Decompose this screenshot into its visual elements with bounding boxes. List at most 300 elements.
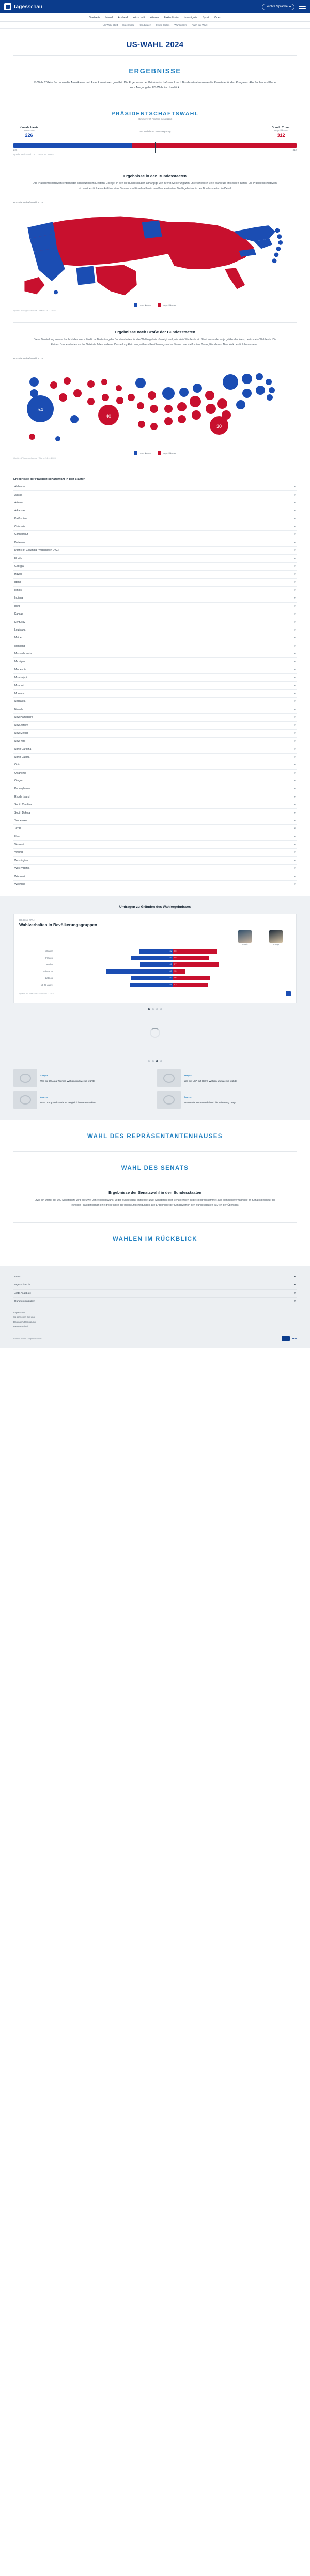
senate-states-title: Ergebnisse der Senatswahl in den Bundesstaaten [109, 1190, 202, 1195]
bubble-map-chart-label: Präsidentschaftswahl 2024 [13, 358, 43, 360]
state-accordion-row[interactable] [13, 777, 297, 785]
footer-meta-link[interactable]: So erreichen Sie uns [13, 1316, 35, 1319]
legend-swatch-democrats [134, 303, 137, 307]
sub-navigation [0, 22, 310, 29]
poll-value-harris: 52 [169, 976, 172, 979]
state-accordion-row[interactable] [13, 714, 297, 722]
footer-meta-link[interactable]: Barrierefreiheit [13, 1325, 28, 1328]
footer-link-label: Rundfunkanstalten [14, 1300, 36, 1304]
state-accordion-row[interactable] [13, 563, 297, 571]
subnav-item-swing-states[interactable]: Swing States [156, 24, 170, 26]
state-accordion-row[interactable] [13, 698, 297, 706]
state-accordion-row[interactable] [13, 761, 297, 769]
carousel-dots[interactable] [0, 1003, 310, 1010]
poll-kicker: US-Wahl 2024 [19, 919, 35, 922]
poll-value-trump: 46 [174, 976, 177, 979]
state-name: District of Columbia (Washington D.C.) [14, 549, 59, 553]
state-accordion-row[interactable] [13, 770, 297, 777]
candidate-party: Republikaner [274, 129, 288, 132]
chevron-down-icon: ▾ [294, 636, 296, 640]
footer-link-row[interactable] [13, 1273, 297, 1281]
state-name: Arkansas [14, 509, 25, 513]
legend-swatch-republicans [158, 451, 161, 455]
footer-link-row[interactable] [13, 1281, 297, 1290]
poll-section-title: Umfragen zu Gründen des Wahlergebnisses [119, 905, 191, 909]
chevron-down-icon: ▾ [294, 493, 296, 497]
chevron-down-icon: ▾ [294, 811, 296, 815]
poll-rows [19, 948, 291, 988]
chevron-down-icon: ▾ [294, 747, 296, 751]
state-name: Idaho [14, 580, 21, 584]
chevron-down-icon: ▾ [294, 557, 296, 560]
legend-item-republicans: Republikaner [158, 303, 176, 307]
teaser-title: Warum der USA Wandel und die Stimmung prägt [184, 1101, 236, 1105]
chevron-down-icon: ▾ [294, 485, 296, 489]
chevron-down-icon: ▾ [294, 612, 296, 616]
state-accordion-row[interactable] [13, 587, 297, 594]
legend-item-democrats: Demokraten [134, 303, 151, 307]
state-accordion-row[interactable] [13, 754, 297, 761]
state-accordion-row[interactable] [13, 571, 297, 578]
presidential-subtitle: Stimmen: 97 Prozent ausgezählt [137, 118, 173, 120]
chevron-down-icon: ▾ [294, 589, 296, 592]
bubble-map-text: Diese Darstellung veranschaulicht die unterschiedliche Bedeutung der Bundesstaaten für das Wahlergebnis: Gezeigt wird, wie viele Wahlleute ein Staat entsendet — je größer der Kreis, desto mehr Wahlleute. Die kleinen Bundesstaaten an der Ostküste fallen in dieser Darstellung klein aus, während bevölkerungsreiche Staaten wie Kalifornien, Texas, Florida und New York deutlich hervortreten. [34, 338, 276, 346]
chevron-down-icon: ▾ [294, 628, 296, 632]
chevron-down-icon: ▾ [294, 676, 296, 680]
chevron-down-icon: ▾ [294, 771, 296, 775]
subnav-item-nach-der-wahl[interactable]: Nach der Wahl [192, 24, 208, 26]
poll-value-trump: 15 [174, 970, 177, 973]
state-map-title: Ergebnisse in den Bundesstaaten [123, 174, 187, 178]
teaser-thumbnail [157, 1091, 181, 1109]
top-bar [0, 0, 310, 13]
chevron-down-icon: ▾ [294, 731, 296, 735]
poll-bar-trump [173, 969, 185, 974]
state-name: Louisiana [14, 628, 26, 632]
loading-area [0, 1010, 310, 1055]
teaser-title: Wie die USA auf Trumps Wahlen und wie sie wählte [40, 1080, 95, 1083]
state-name: Oregon [14, 779, 23, 783]
chevron-down-icon: ▾ [294, 827, 296, 831]
threshold-text: 270 Wahlleute zum Sieg nötig [139, 130, 171, 133]
nav-item-video[interactable]: Video [214, 16, 221, 19]
state-name: Arizona [14, 501, 23, 504]
poll-source: Quelle: AP VoteCast / Stand: 08.11.2024 [19, 993, 55, 995]
candidate-trump[interactable] [266, 125, 297, 138]
state-name: Florida [14, 557, 23, 560]
states-accordion [13, 483, 297, 888]
chevron-down-icon: ▾ [294, 652, 296, 656]
us-choropleth-map[interactable] [13, 205, 297, 301]
subnav-item-us-wahl[interactable]: US-Wahl 2024 [102, 24, 118, 26]
poll-row [19, 982, 291, 988]
us-bubble-map[interactable] [13, 361, 297, 449]
teaser-kicker: Analyse [40, 1075, 48, 1077]
poll-row [19, 968, 291, 975]
chevron-down-icon: ▾ [294, 708, 296, 711]
chevron-down-icon: ▾ [294, 684, 296, 687]
state-accordion-row[interactable] [13, 801, 297, 809]
state-name: Illinois [14, 589, 22, 592]
bubble-map-source: Quelle: AP/tagesschau.de / Stand: 14.11.2024 [13, 457, 56, 459]
state-accordion-row[interactable] [13, 594, 297, 602]
state-map-source: Quelle: AP/tagesschau.de / Stand: 14.11.2024 [13, 309, 56, 312]
state-accordion-row[interactable] [13, 849, 297, 856]
state-accordion-row[interactable] [13, 523, 297, 531]
poll-head-label: Harris [242, 943, 248, 946]
teaser-grid [0, 1062, 310, 1118]
teaser-card[interactable] [157, 1069, 297, 1087]
senate-states-text: Etwa ein Drittel der 100 Senatssitze wird alle zwei Jahre neu gewählt. Jeder Bundesstaat entsendet zwei Senatoren oder Senatorinnen in die Kongresskammer. Die Mehrheitsverhältnisse im Senat spielen für die jeweilige Präsidentschaft eine große Rolle bei vielen Entscheidungen. Die Ergebnisse der Senatswahl in den Bundesstaaten 2024 in der Übersicht. [34, 1199, 276, 1207]
chevron-down-icon: ▾ [294, 779, 296, 783]
chevron-down-icon: ▾ [294, 1284, 296, 1287]
chevron-down-icon: ▾ [294, 867, 296, 870]
poll-bar-trump [173, 976, 210, 980]
state-name: Texas [14, 827, 22, 831]
poll-bar-harris [140, 962, 173, 967]
state-name: Georgia [14, 564, 24, 568]
state-name: Indiana [14, 596, 23, 600]
state-name: Michigan [14, 660, 25, 664]
legend-swatch-republicans [158, 303, 161, 307]
poll-value-trump: 55 [174, 949, 177, 953]
state-name: Maine [14, 636, 22, 640]
poll-bar-harris [131, 976, 173, 980]
poll-candidate-heads [19, 930, 291, 946]
chevron-down-icon: ▾ [294, 716, 296, 719]
state-name: Maryland [14, 644, 25, 648]
state-accordion-row[interactable] [13, 674, 297, 682]
states-accordion-section [0, 470, 310, 896]
nav-item-faktenfinder[interactable]: Faktenfinder [164, 16, 179, 19]
state-accordion-row[interactable] [13, 865, 297, 872]
state-name: Colorado [14, 525, 25, 529]
carousel-dots-secondary[interactable] [0, 1055, 310, 1062]
chevron-down-icon: ▾ [294, 843, 296, 847]
state-accordion-row[interactable] [13, 634, 297, 642]
chevron-down-icon: ▾ [294, 501, 296, 504]
loading-spinner-icon [150, 1028, 160, 1038]
chevron-down-icon: ▾ [294, 573, 296, 576]
state-name: Ohio [14, 763, 20, 767]
state-name: Alaska [14, 493, 23, 497]
state-name: Kansas [14, 612, 23, 616]
poll-head-trump [269, 930, 283, 946]
state-name: North Carolina [14, 747, 32, 751]
state-accordion-row[interactable] [13, 857, 297, 865]
retrospective-section [0, 1223, 310, 1266]
nav-item-startseite[interactable]: Startseite [89, 16, 101, 19]
presidential-source: Quelle: AP / Stand: 14.11.2024, 10:30 Uhr [13, 153, 54, 156]
chevron-down-icon: ▾ [294, 1276, 296, 1279]
nav-item-wirtschaft[interactable]: Wirtschaft [133, 16, 145, 19]
teaser-card[interactable] [13, 1069, 153, 1087]
states-accordion-title: Ergebnisse der Präsidentschaftswahl in den Staaten [13, 478, 86, 481]
state-name: Vermont [14, 843, 24, 847]
results-heading: ERGEBNISSE [129, 67, 181, 75]
nav-item-ausland[interactable]: Ausland [118, 16, 128, 19]
footer-link-row[interactable] [13, 1298, 297, 1306]
chevron-down-icon: ▾ [294, 660, 296, 664]
teaser-thumbnail [13, 1091, 37, 1109]
candidate-party: Demokraten [23, 129, 35, 132]
language-toggle[interactable]: Leichte Sprache ▾ [262, 4, 295, 10]
poll-row-label: Weiße [46, 963, 53, 967]
state-name: Pennsylvania [14, 787, 30, 791]
chevron-down-icon: ▾ [294, 835, 296, 838]
nav-item-wissen[interactable]: Wissen [150, 16, 159, 19]
chevron-down-icon: ▾ [294, 1300, 296, 1304]
state-accordion-row[interactable] [13, 515, 297, 523]
state-accordion-row[interactable] [13, 618, 297, 626]
chevron-down-icon: ▾ [294, 787, 296, 791]
poll-bar-harris [131, 956, 173, 960]
poll-value-harris: 54 [169, 983, 172, 986]
footer-link-label: tagesschau.de [14, 1284, 31, 1287]
subnav-item-ergebnisse[interactable]: Ergebnisse [122, 24, 135, 26]
poll-section [0, 896, 310, 1120]
candidate-electoral-votes: 226 [25, 133, 33, 138]
chevron-down-icon: ▾ [294, 740, 296, 743]
candidate-electoral-votes: 312 [277, 133, 285, 138]
chevron-down-icon: ▾ [294, 851, 296, 854]
menu-icon[interactable] [299, 5, 306, 9]
state-name: Washington [14, 858, 28, 862]
svg-text:30: 30 [216, 424, 222, 429]
state-accordion-row[interactable] [13, 658, 297, 666]
tagesschau-logo-icon [4, 3, 11, 10]
poll-bar-trump [173, 956, 209, 960]
poll-head-label: Trump [273, 943, 279, 946]
bubble-map-legend [0, 449, 310, 456]
poll-row-label: Schwarze [42, 970, 53, 973]
state-accordion-row[interactable] [13, 483, 297, 491]
teaser-card[interactable] [157, 1091, 297, 1109]
copyright: © ARD-aktuell / tagesschau.de [13, 1337, 42, 1340]
senate-section [0, 1152, 310, 1223]
state-accordion-row[interactable] [13, 785, 297, 793]
state-accordion-row[interactable] [13, 491, 297, 499]
state-name: Mississippi [14, 676, 27, 680]
state-name: South Dakota [14, 811, 30, 815]
state-name: North Dakota [14, 755, 30, 759]
nav-item-investigativ[interactable]: Investigativ [184, 16, 198, 19]
teaser-card[interactable] [13, 1091, 153, 1109]
footer-meta-link[interactable]: Datenschutzerklärung [13, 1321, 36, 1324]
state-accordion-row[interactable] [13, 603, 297, 610]
state-map-chart-label: Präsidentschaftswahl 2024 [13, 202, 43, 204]
state-accordion-row[interactable] [13, 682, 297, 689]
legend-item-democrats: Demokraten [134, 451, 151, 455]
state-accordion-row[interactable] [13, 531, 297, 539]
candidate-harris[interactable] [13, 125, 44, 138]
state-name: New Jersey [14, 724, 28, 727]
house-section [0, 1120, 310, 1152]
state-accordion-row[interactable] [13, 722, 297, 729]
footer-link-label: Inland [14, 1276, 22, 1279]
ard-logo[interactable] [282, 1336, 297, 1341]
chevron-down-icon: ▾ [294, 668, 296, 671]
state-name: Minnesota [14, 668, 27, 671]
state-name: Delaware [14, 541, 26, 544]
house-heading: WAHL DES REPRÄSENTANTENHAUSES [87, 1133, 223, 1140]
chevron-down-icon: ▾ [294, 700, 296, 703]
chevron-down-icon: ▾ [294, 803, 296, 807]
poll-bar-harris [140, 949, 173, 954]
poll-footer [19, 988, 291, 996]
bubble-map-section [0, 323, 310, 470]
state-accordion-row[interactable] [13, 817, 297, 825]
legend-swatch-democrats [134, 451, 137, 455]
share-icon[interactable] [286, 991, 291, 996]
state-name: Oklahoma [14, 771, 26, 775]
nav-item-sport[interactable]: Sport [203, 16, 209, 19]
brand-logo-group[interactable] [4, 3, 42, 10]
chevron-down-icon: ▾ [294, 580, 296, 584]
electoral-bar-harris [13, 143, 132, 148]
main-navigation [0, 13, 310, 22]
poll-value-harris: 41 [169, 963, 172, 966]
chevron-down-icon: ▾ [294, 882, 296, 886]
state-name: Rhode Island [14, 795, 30, 799]
chevron-down-icon: ▾ [294, 819, 296, 822]
ard-label: ARD [291, 1337, 297, 1340]
state-accordion-row[interactable] [13, 706, 297, 714]
electoral-bar-midline [155, 142, 156, 153]
poll-row [19, 961, 291, 968]
presidential-heading: PRÄSIDENTSCHAFTSWAHL [111, 111, 199, 117]
electoral-bar [13, 143, 297, 151]
state-accordion-row[interactable] [13, 793, 297, 801]
candidate-name: Kamala Harris [19, 126, 39, 129]
state-name: Alabama [14, 485, 25, 489]
state-name: Iowa [14, 604, 20, 608]
subnav-item-wahlsystem[interactable]: Wahlsystem [174, 24, 188, 26]
state-accordion-row[interactable] [13, 825, 297, 833]
nav-item-inland[interactable]: Inland [105, 16, 113, 19]
state-name: New Mexico [14, 731, 29, 735]
poll-row-label: Männer [45, 950, 53, 953]
state-name: Missouri [14, 684, 24, 687]
subnav-item-kandidaten[interactable]: Kandidaten [139, 24, 151, 26]
avatar [269, 930, 283, 943]
retrospective-heading: WAHLEN IM RÜCKBLICK [113, 1236, 197, 1243]
state-accordion-row[interactable] [13, 507, 297, 515]
chevron-down-icon: ▾ [294, 549, 296, 553]
electoral-bar-label-right: 312 [292, 149, 297, 151]
state-name: Kalifornien [14, 517, 27, 520]
chevron-down-icon: ▾ [294, 517, 296, 520]
electoral-bar-label-left: 226 [13, 149, 18, 151]
state-accordion-row[interactable] [13, 833, 297, 841]
chevron-down-icon: ▾ [294, 858, 296, 862]
state-accordion-row[interactable] [13, 666, 297, 674]
state-name: New Hampshire [14, 716, 33, 719]
state-name: Hawaii [14, 573, 23, 576]
chevron-down-icon: ▾ [294, 755, 296, 759]
state-accordion-row[interactable] [13, 872, 297, 880]
state-name: West Virginia [14, 867, 30, 870]
bubble-map-title: Ergebnisse nach Größe der Bundesstaaten [115, 330, 195, 334]
footer-bottom [0, 1331, 310, 1348]
poll-bar-trump [173, 962, 219, 967]
state-name: Connecticut [14, 533, 28, 536]
poll-row-label: 18-29 Jahre [40, 984, 53, 987]
footer-link-row[interactable] [13, 1290, 297, 1298]
page-title-block [0, 29, 310, 103]
state-accordion-row[interactable] [13, 642, 297, 650]
state-accordion-row[interactable] [13, 499, 297, 507]
footer-link-label: ARD-Angebote [14, 1292, 32, 1295]
poll-value-trump: 57 [174, 963, 177, 966]
teaser-kicker: Analyse [40, 1096, 48, 1099]
poll-card [13, 914, 297, 1003]
state-accordion-row[interactable] [13, 745, 297, 753]
poll-value-harris: 42 [169, 949, 172, 953]
state-accordion-row[interactable] [13, 690, 297, 698]
teaser-title: Wie die USA auf Harris Wahlen und wie sie wählte [184, 1080, 237, 1083]
footer-link-list [13, 1273, 297, 1306]
state-name: Virginia [14, 851, 23, 854]
state-accordion-row[interactable] [13, 539, 297, 547]
svg-text:40: 40 [105, 413, 112, 419]
state-accordion-row[interactable] [13, 610, 297, 618]
chevron-down-icon: ▾ [294, 763, 296, 767]
senate-heading: WAHL DES SENATS [121, 1165, 189, 1172]
state-name: New York [14, 740, 26, 743]
chevron-down-icon: ▾ [294, 533, 296, 536]
state-accordion-row[interactable] [13, 738, 297, 745]
teaser-kicker: Analyse [184, 1075, 192, 1077]
poll-row [19, 975, 291, 982]
footer-meta-link[interactable]: Impressum [13, 1311, 25, 1314]
state-accordion-row[interactable] [13, 881, 297, 888]
state-name: Nebraska [14, 700, 26, 703]
state-accordion-row[interactable] [13, 579, 297, 587]
chevron-down-icon: ▾ [294, 509, 296, 513]
legend-item-republicans: Republikaner [158, 451, 176, 455]
state-name: Montana [14, 692, 25, 695]
chevron-down-icon: ▾ [294, 875, 296, 878]
poll-bar-trump [173, 983, 208, 987]
state-accordion-row[interactable] [13, 547, 297, 555]
poll-value-trump: 43 [174, 983, 177, 986]
state-accordion-row[interactable] [13, 809, 297, 817]
chevron-down-icon: ▾ [294, 1292, 296, 1295]
poll-row-label: Latinos [45, 977, 53, 980]
state-name: Massachusetts [14, 652, 32, 656]
state-accordion-row[interactable] [13, 650, 297, 658]
page-title: US-WAHL 2024 [126, 40, 184, 49]
poll-row-label: Frauen [45, 957, 53, 960]
candidate-name: Donald Trump [271, 126, 291, 129]
chevron-down-icon: ▾ [294, 604, 296, 608]
state-accordion-row[interactable] [13, 841, 297, 849]
teaser-kicker: Analyse [184, 1096, 192, 1099]
poll-row [19, 948, 291, 955]
chevron-down-icon: ▾ [294, 620, 296, 624]
state-accordion-row[interactable] [13, 730, 297, 738]
state-accordion-row[interactable] [13, 626, 297, 634]
footer-meta-links [0, 1306, 310, 1331]
top-bar-right [262, 4, 306, 10]
footer [0, 1266, 310, 1348]
poll-value-trump: 45 [174, 956, 177, 959]
state-accordion-row[interactable] [13, 555, 297, 562]
poll-head-harris [238, 930, 252, 946]
chevron-down-icon: ▾ [294, 564, 296, 568]
ard-mark-icon [282, 1336, 290, 1341]
